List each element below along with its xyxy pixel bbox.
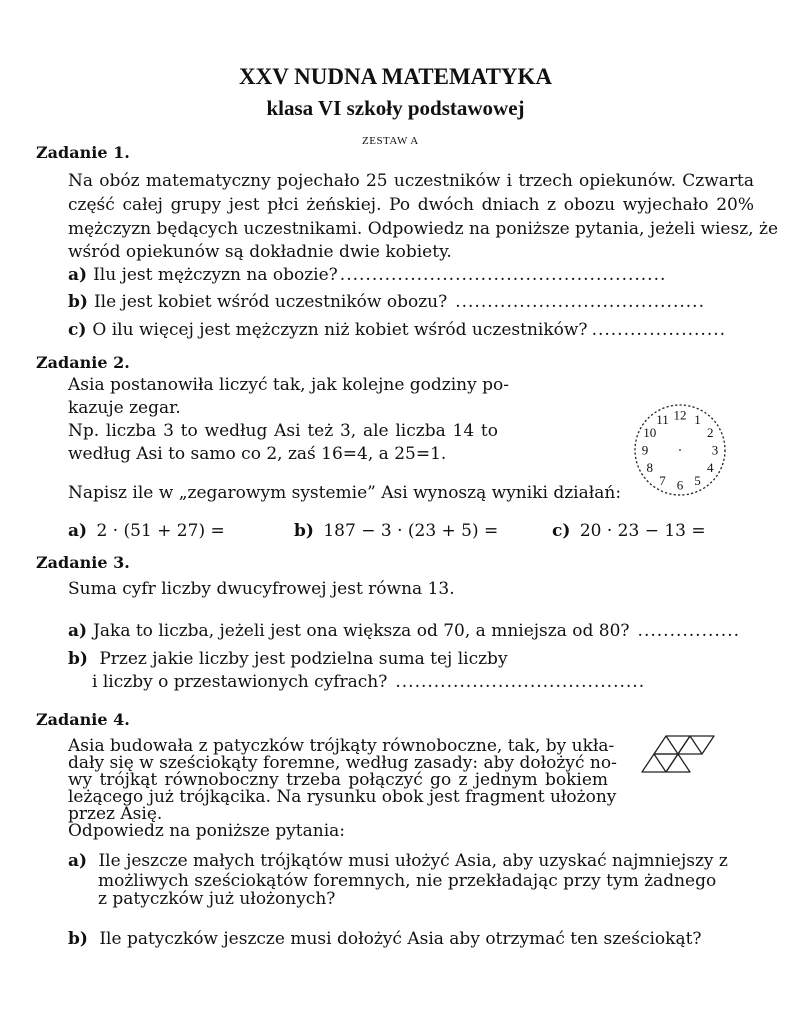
triangle: [654, 754, 678, 772]
answer-dots: .......................................: [395, 672, 646, 692]
question-label: a): [68, 621, 88, 641]
triangle: [678, 736, 702, 754]
task4-heading: Zadanie 4.: [36, 710, 130, 729]
question-label: c): [68, 320, 87, 340]
task3-heading: Zadanie 3.: [36, 553, 130, 572]
task3-question-b: [68, 648, 508, 670]
task1-line-1: Na obóz matematyczny pojechało 25 uczestników i trzech opiekunów. Czwarta: [68, 171, 754, 191]
page-subtitle: klasa VI szkoły podstawowej: [266, 96, 525, 120]
clock-number: 4: [707, 460, 714, 475]
clock-number: 11: [656, 412, 669, 428]
clock-number: 8: [646, 460, 653, 475]
question-text: Ilu jest mężczyzn na obozie?: [93, 265, 338, 285]
task4-line-4: leżącego już trójkącika. Na rysunku obok jest fragment ułożony: [68, 787, 617, 807]
task2-exercise-c: [552, 520, 706, 542]
question-label: a): [68, 851, 88, 871]
task2-instruction: Napisz ile w „zegarowym systemie” Asi wynoszą wyniki działań:: [68, 483, 622, 503]
triangle: [654, 736, 678, 754]
question-text: Przez jakie liczby jest podzielna suma tej liczby: [99, 649, 508, 669]
question-label: b): [68, 649, 88, 669]
question-label: b): [68, 929, 88, 949]
exercise-expr: 2 · (51 + 27) =: [96, 521, 225, 541]
exercise-label: a): [68, 521, 88, 541]
question-text: O ilu więcej jest mężczyzn niż kobiet wśród uczestników?: [92, 320, 588, 340]
set-label: ZESTAW A: [362, 135, 419, 147]
clock-number: 3: [711, 442, 719, 458]
clock-center: [679, 449, 681, 451]
answer-dots: ...................................................: [339, 265, 667, 285]
triangle: [666, 754, 690, 772]
question-label: a): [68, 265, 88, 285]
triangle: [690, 736, 714, 754]
task1-question-c: [68, 319, 754, 341]
question-text: i liczby o przestawionych cyfrach?: [92, 672, 388, 692]
question-text: Ile jest kobiet wśród uczestników obozu?: [93, 292, 448, 312]
answer-dots: .......................................: [455, 292, 705, 312]
task4-question-b: [68, 928, 702, 950]
clock-number: 1: [694, 412, 701, 428]
clock-number: 2: [707, 425, 714, 440]
task4-line-3: wy trójkąt równoboczny trzeba połączyć go z jednym bokiem: [68, 770, 608, 790]
answer-dots: ................: [637, 621, 741, 641]
task3-question-a: [68, 620, 754, 642]
task4-line-5: przez Asię.: [68, 804, 163, 824]
task1-line-3: mężczyzn będących uczestnikami. Odpowiedz na poniższe pytania, jeżeli wiesz, że: [68, 219, 778, 239]
task1-line-2: część całej grupy jest płci żeńskiej. Po dwóch dniach z obozu wyjechało 20%: [68, 195, 754, 215]
task1-heading: Zadanie 1.: [36, 143, 130, 162]
task2-exercise-a: [68, 520, 225, 542]
exercise-label: b): [294, 521, 314, 541]
exercise-expr: 20 · 23 − 13 =: [579, 521, 706, 541]
task4-line-6: Odpowiedz na poniższe pytania:: [68, 821, 346, 841]
task1-question-b: [68, 291, 754, 313]
question-text: Jaka to liczba, jeżeli jest ona większa od 70, a mniejsza od 80?: [93, 621, 630, 641]
exercise-label: c): [552, 521, 571, 541]
clock-number: 5: [694, 472, 701, 488]
triangles-figure: [630, 733, 730, 781]
clock-figure: [632, 402, 732, 502]
task4-line-1: Asia budowała z patyczków trójkąty równoboczne, tak, by ukła-: [68, 736, 615, 756]
task4-question-a-line-2: możliwych sześciokątów foremnych, nie przekładając przy tym żadnego: [98, 871, 717, 891]
clock-number: 9: [641, 442, 649, 458]
task2-heading: Zadanie 2.: [36, 353, 130, 372]
task1-line-4: wśród opiekunów są dokładnie dwie kobiety.: [68, 242, 452, 262]
task3-text: Suma cyfr liczby dwucyfrowej jest równa 13.: [68, 579, 455, 599]
task2-exercise-b: [294, 520, 498, 542]
clock-number: 12: [673, 407, 687, 423]
clock-number: 7: [659, 472, 666, 488]
question-label: b): [68, 292, 88, 312]
task4-line-2: dały się w sześciokąty foremne, według zasady: aby dołożyć no-: [68, 753, 617, 773]
question-text: Ile jeszcze małych trójkątów musi ułożyć Asia, aby uzyskać najmniejszy z: [98, 851, 728, 871]
task1-question-a: [68, 264, 754, 286]
triangle: [666, 736, 690, 754]
question-text: Ile patyczków jeszcze musi dołożyć Asia aby otrzymać ten sześciokąt?: [99, 929, 702, 949]
clock-number: 10: [643, 425, 657, 440]
triangle: [642, 754, 666, 772]
task4-question-a: [68, 851, 728, 871]
task2-line-3: Np. liczba 3 to według Asi też 3, ale liczba 14 to: [68, 421, 498, 441]
task2-line-4: według Asi to samo co 2, zaś 16=4, a 25=1.: [68, 444, 447, 464]
task2-line-2: kazuje zegar.: [68, 398, 181, 418]
task2-line-1: Asia postanowiła liczyć tak, jak kolejne godziny po-: [68, 375, 510, 395]
task3-question-b-cont: [92, 671, 754, 693]
answer-dots: .....................: [591, 320, 727, 340]
task4-question-a-line-3: z patyczków już ułożonych?: [98, 889, 336, 909]
exercise-expr: 187 − 3 · (23 + 5) =: [323, 521, 499, 541]
clock-number: 6: [676, 477, 684, 493]
page-title: XXV NUDNA MATEMATYKA: [238, 64, 553, 89]
